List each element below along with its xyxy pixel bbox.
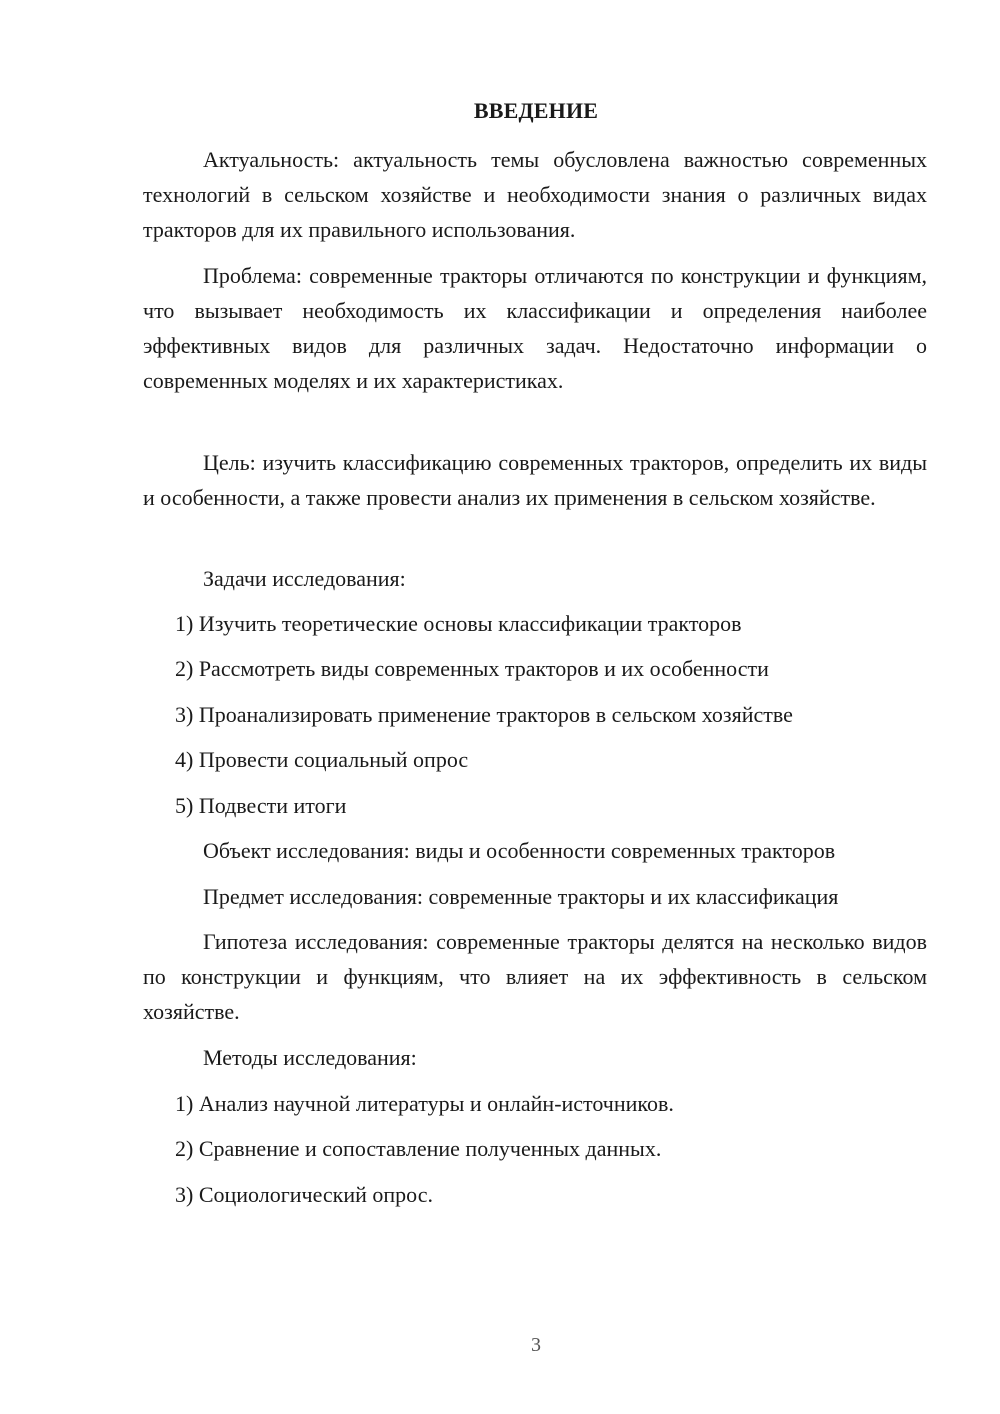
goal-paragraph: Цель: изучить классификацию современных тракторов, определить их виды и особенности, а также провести анализ их применения в сельском хозяйстве. xyxy=(143,450,927,510)
section-title xyxy=(0,96,1000,126)
tasks-heading: Задачи исследования: xyxy=(203,566,406,591)
relevance-paragraph: Актуальность: актуальность темы обусловлена важностью современных технологий в сельском хозяйстве и необходимости знания о различных видах тракторов для их правильного использования. xyxy=(143,147,927,242)
hypothesis-paragraph: Гипотеза исследования: современные тракторы делятся на несколько видов по конструкции и функциям, что влияет на их эффективность в сельском хозяйстве. xyxy=(143,929,927,1024)
method-item: 3) Социологический опрос. xyxy=(175,1182,433,1207)
method-item: 2) Сравнение и сопоставление полученных данных. xyxy=(175,1136,662,1161)
task-item: 2) Рассмотреть виды современных тракторов и их особенности xyxy=(175,656,769,681)
subject-line: Предмет исследования: современные тракторы и их классификация xyxy=(203,884,839,909)
method-item: 1) Анализ научной литературы и онлайн-источников. xyxy=(175,1091,674,1116)
object-line: Объект исследования: виды и особенности современных тракторов xyxy=(203,838,836,863)
problem-paragraph: Проблема: современные тракторы отличаются по конструкции и функциям, что вызывает необходимость их классификации и определения наиболее эффективных видов для различных задач. Недостаточно информации о современных моделях и их характеристиках. xyxy=(143,263,927,393)
task-item: 1) Изучить теоретические основы классификации тракторов xyxy=(175,611,742,636)
task-item: 4) Провести социальный опрос xyxy=(175,747,469,772)
methods-heading: Методы исследования: xyxy=(203,1045,417,1070)
task-item: 3) Проанализировать применение тракторов в сельском хозяйстве xyxy=(175,702,793,727)
task-item: 5) Подвести итоги xyxy=(175,793,347,818)
section-title-text: ВВЕДЕНИЕ xyxy=(473,98,599,123)
page-number: 3 xyxy=(531,1334,541,1356)
